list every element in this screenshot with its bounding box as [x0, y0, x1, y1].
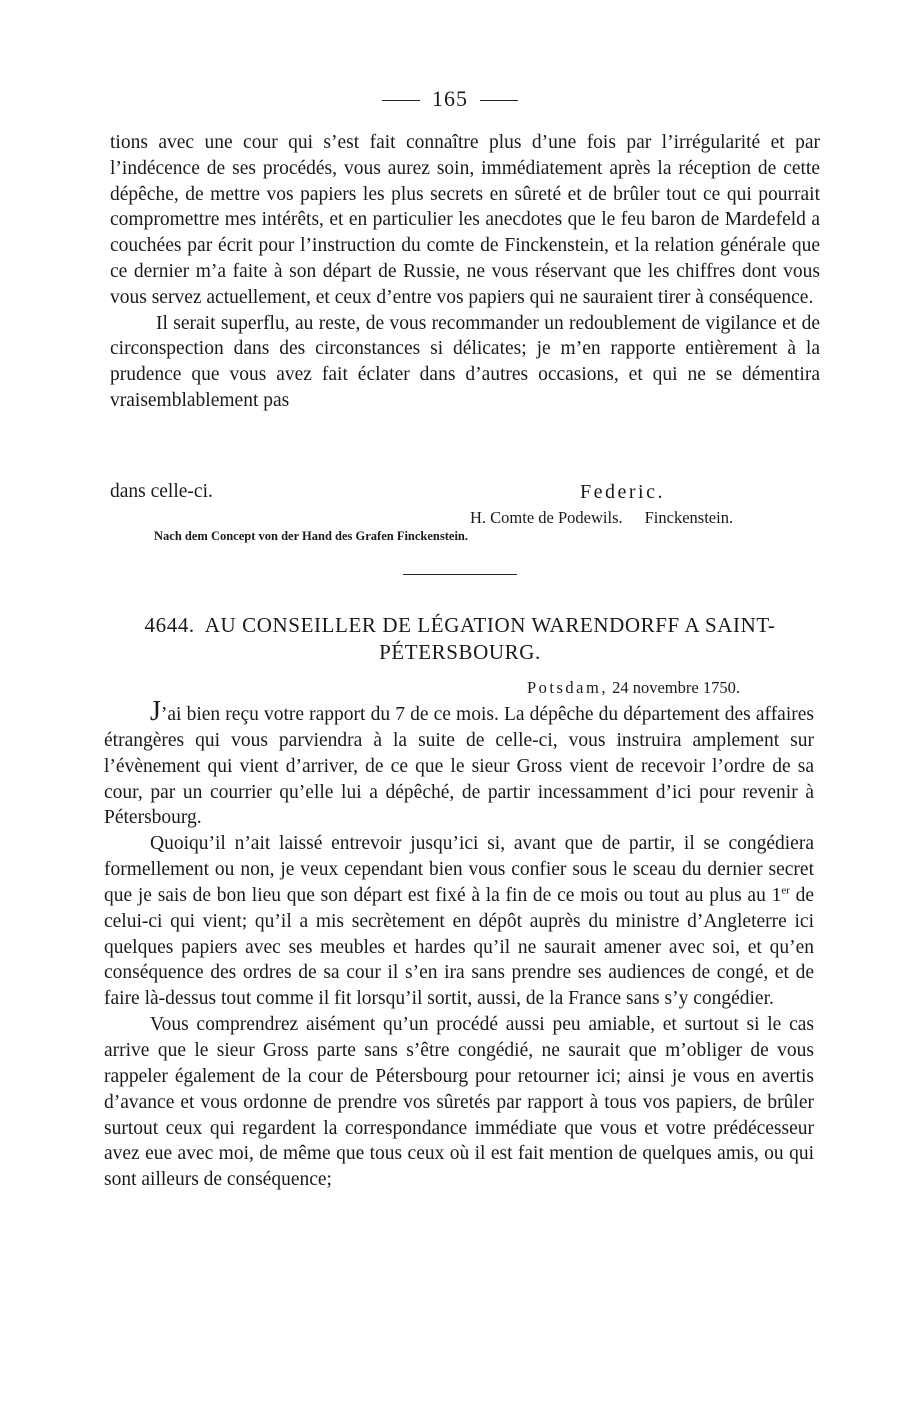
page-header: [0, 86, 900, 112]
continuation-paragraph-1: tions avec une cour qui s’est fait connaître plus d’une fois par l’irrégularité et par l’indécence de ses procédés, vous aurez soin, immédiatement après la réception de cette dépêche, de mettre vos papiers les plus secrets en sûreté et de brûler tout ce qui pourrait compromettre mes intérêts, et en particulier les anecdotes que le feu baron de Mardefeld a couchées par écrit pour l’instruction du comte de Finckenstein, et la relation générale que ce dernier m’a faite à son départ de Russie, ne vous réservant que les chiffres dont vous vous servez actuellement, et ceux d’entre vos papiers qui ne sauraient tirer à conséquence.: [110, 132, 820, 308]
drop-cap: J: [150, 696, 161, 727]
countersignatures: [470, 508, 733, 528]
letter-number: 4644.: [144, 613, 195, 637]
header-dash-right: [480, 100, 518, 101]
letter-paragraph-1: [104, 696, 814, 831]
dateline: [527, 678, 740, 698]
letter-body: [104, 696, 815, 1193]
letter-paragraph-3: Vous comprendrez aisément qu’un procédé aussi peu amiable, et surtout si le cas arrive que le sieur Gross parte sans s’être congédié, ne saurait que m’obliger de vous rappeler également de la cour de Pétersbourg pour retourner ici; ainsi je vous en avertis d’avance et vous ordonne de prendre vos sûretés par rapport à tous vos papiers, de brûler surtout ceux qui regardent la correspondance immédiate que vous et votre prédécesseur avez eue avec moi, de même que tous ceux où il est fait mention de quelques amis, ou qui sont ailleurs de conséquence;: [104, 1014, 814, 1191]
letter-title: AU CONSEILLER DE LÉGATION WARENDORFF A SAINT-PÉTERSBOURG.: [204, 613, 776, 664]
dateline-place: Potsdam,: [527, 678, 608, 697]
signature: Federic.: [580, 481, 665, 503]
letter-paragraph-2-text-b: de celui-ci qui vient; qu’il a mis secrètement en dépôt auprès du ministre d’Angleterre ici quelques papiers avec ses meubles et hardes qu’il ne saurait amener avec soi, et qu’en conséquence des ordres de sa cour il s’en ira sans prendre ses audiences de congé, et de faire là-dessus tout comme il fit lorsqu’il sortit, aussi, de la France sans s’y congédier.: [104, 884, 815, 1010]
section-divider: [403, 574, 517, 575]
letter-paragraph-2-text-a: Quoiqu’il n’ait laissé entrevoir jusqu’ici si, avant que de partir, il se congédiera formellement ou non, je veux cependant bien vous confier sous le sceau du dernier secret que je sais de bon lieu que son départ est fixé à la fin de ce mois ou tout au plus au 1: [104, 833, 814, 906]
dateline-date: 24 novembre 1750.: [612, 678, 740, 697]
continuation-last-line: dans celle-ci.: [110, 481, 213, 502]
page-number: 165: [432, 86, 468, 111]
superscript-er: er: [781, 884, 790, 897]
source-note: Nach dem Concept von der Hand des Grafen Finckenstein.: [154, 529, 469, 543]
continuation-text: [110, 130, 820, 414]
letter-paragraph-2: [104, 831, 814, 1012]
countersign-finckenstein: Finckenstein.: [644, 508, 734, 527]
header-dash-left: [382, 100, 420, 101]
letter-heading: [140, 612, 780, 666]
countersign-podewils: H. Comte de Podewils.: [470, 508, 623, 527]
continuation-paragraph-2: Il serait superflu, au reste, de vous recommander un redoublement de vigilance et de circonspection dans des circonstances si délicates; je m’en rapporte entièrement à la prudence que vous avez fait éclater dans d’autres occasions, et qui ne se démentira vraisemblablement pas: [110, 312, 820, 411]
letter-paragraph-1-text: ’ai bien reçu votre rapport du 7 de ce mois. La dépêche du département des affaires étrangères qui vous parviendra à la suite de celle-ci, vous instruira amplement sur l’évènement qui vient d’arriver, de ce que le sieur Gross vient de recevoir l’ordre de sa cour, par un courrier qu’elle lui a dépêché, de partir incessamment d’ici pour revenir à Pétersbourg.: [104, 704, 814, 829]
